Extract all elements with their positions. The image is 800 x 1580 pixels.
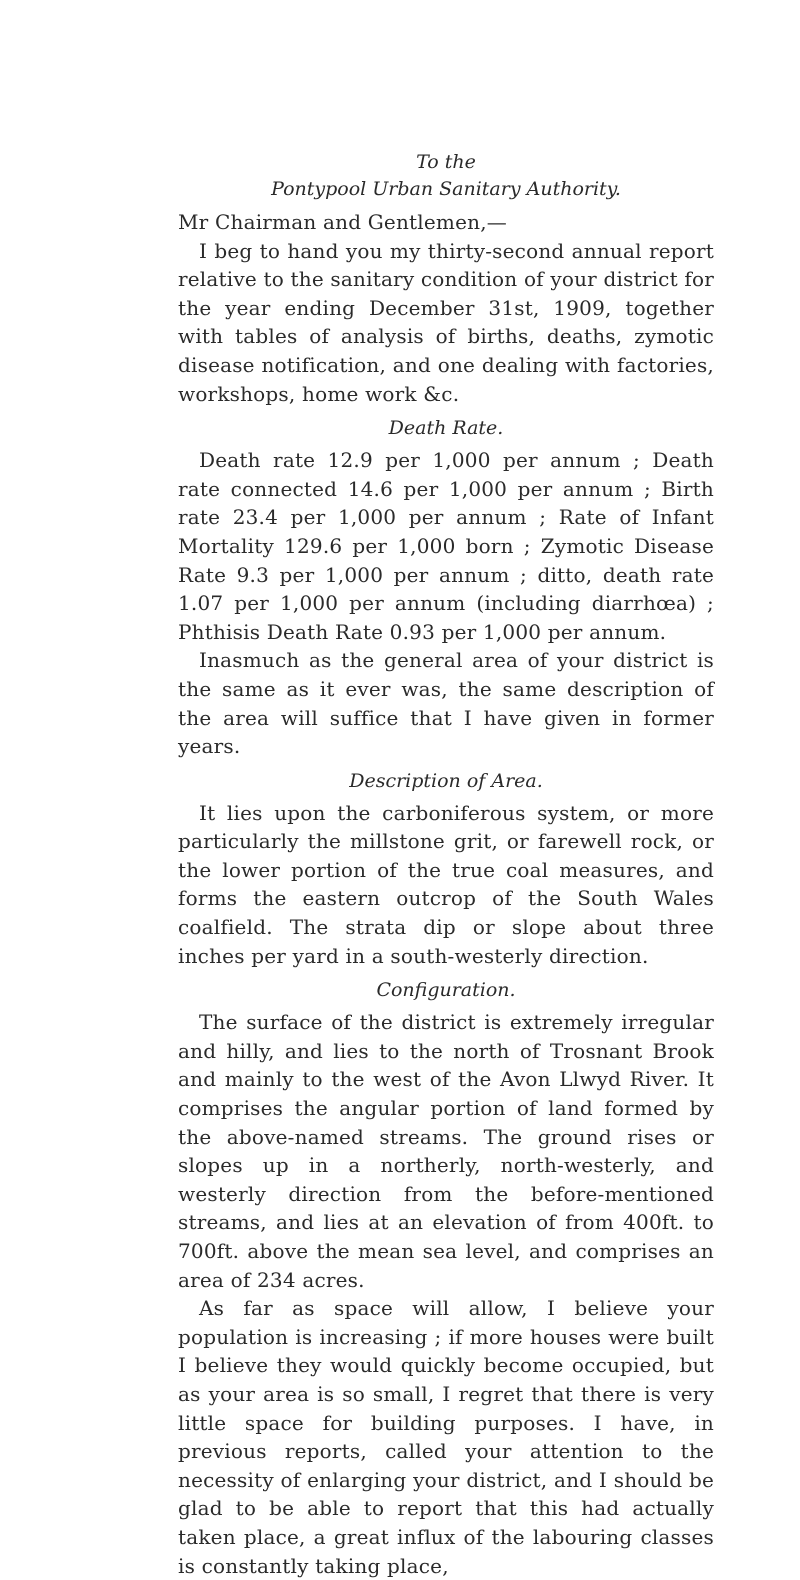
population-paragraph: As far as space will allow, I believe your population is increasing ; if more houses were built I believe they would quickly become occupied, but as your area is so small, I regret that there is very little space for building purposes. I have, in previous reports, called your attention to the necessity of enlarging your district, and I should be glad to be able to report that this had actually taken place, a great influx of the labouring classes is constantly taking place, — [178, 1296, 714, 1578]
description-paragraph: It lies upon the carboniferous system, or more particularly the millstone grit, or farewell rock, or the lower portion of the true coal measures, and forms the eastern outcrop of the South Wales coalfield. The strata dip or slope about three inches per yard in a south-westerly direction. — [178, 800, 714, 968]
intro-paragraph: I beg to hand you my thirty-second annual report relative to the sanitary condition of your district for the year ending December 31st, 1909, together with tables of analysis of births, deaths, zymotic disease notification, and one dealing with factories, workshops, home work &c. — [178, 238, 714, 406]
area-note-paragraph: Inasmuch as the general area of your district is the same as it ever was, the same description of the area will suffice that I have given in former years. — [178, 648, 714, 759]
authority-title: Pontypool Urban Sanitary Authority. — [271, 178, 621, 200]
report-page — [178, 150, 714, 1580]
section-heading-death-rate: Death Rate. — [388, 417, 504, 440]
configuration-paragraph: The surface of the district is extremely irregular and hilly, and lies to the north of Trosnant Brook and mainly to the west of the Avon Llwyd River. It comprises the angular portion of land formed by the above-named streams. The ground rises or slopes up in a northerly, north-westerly, and westerly direction from the before-mentioned streams, and lies at an elevation of from 400ft. to 700ft. above the mean sea level, and comprises an area of 234 acres. — [178, 1010, 714, 1292]
salutation: Mr Chairman and Gentlemen,— — [178, 210, 507, 234]
death-rate-paragraph: Death rate 12.9 per 1,000 per annum ; Death rate connected 14.6 per 1,000 per annum ; Birth rate 23.4 per 1,000 per annum ; Rate of Infant Mortality 129.6 per 1,000 born ; Zymotic Disease Rate 9.3 per 1,000 per annum ; ditto, death rate 1.07 per 1,000 per annum (including diarrhœa) ; Phthisis Death Rate 0.93 per 1,000 per annum. — [178, 448, 714, 644]
section-heading-configuration: Configuration. — [376, 979, 516, 1002]
section-heading-description: Description of Area. — [349, 769, 543, 792]
address-line: To the — [416, 151, 476, 173]
